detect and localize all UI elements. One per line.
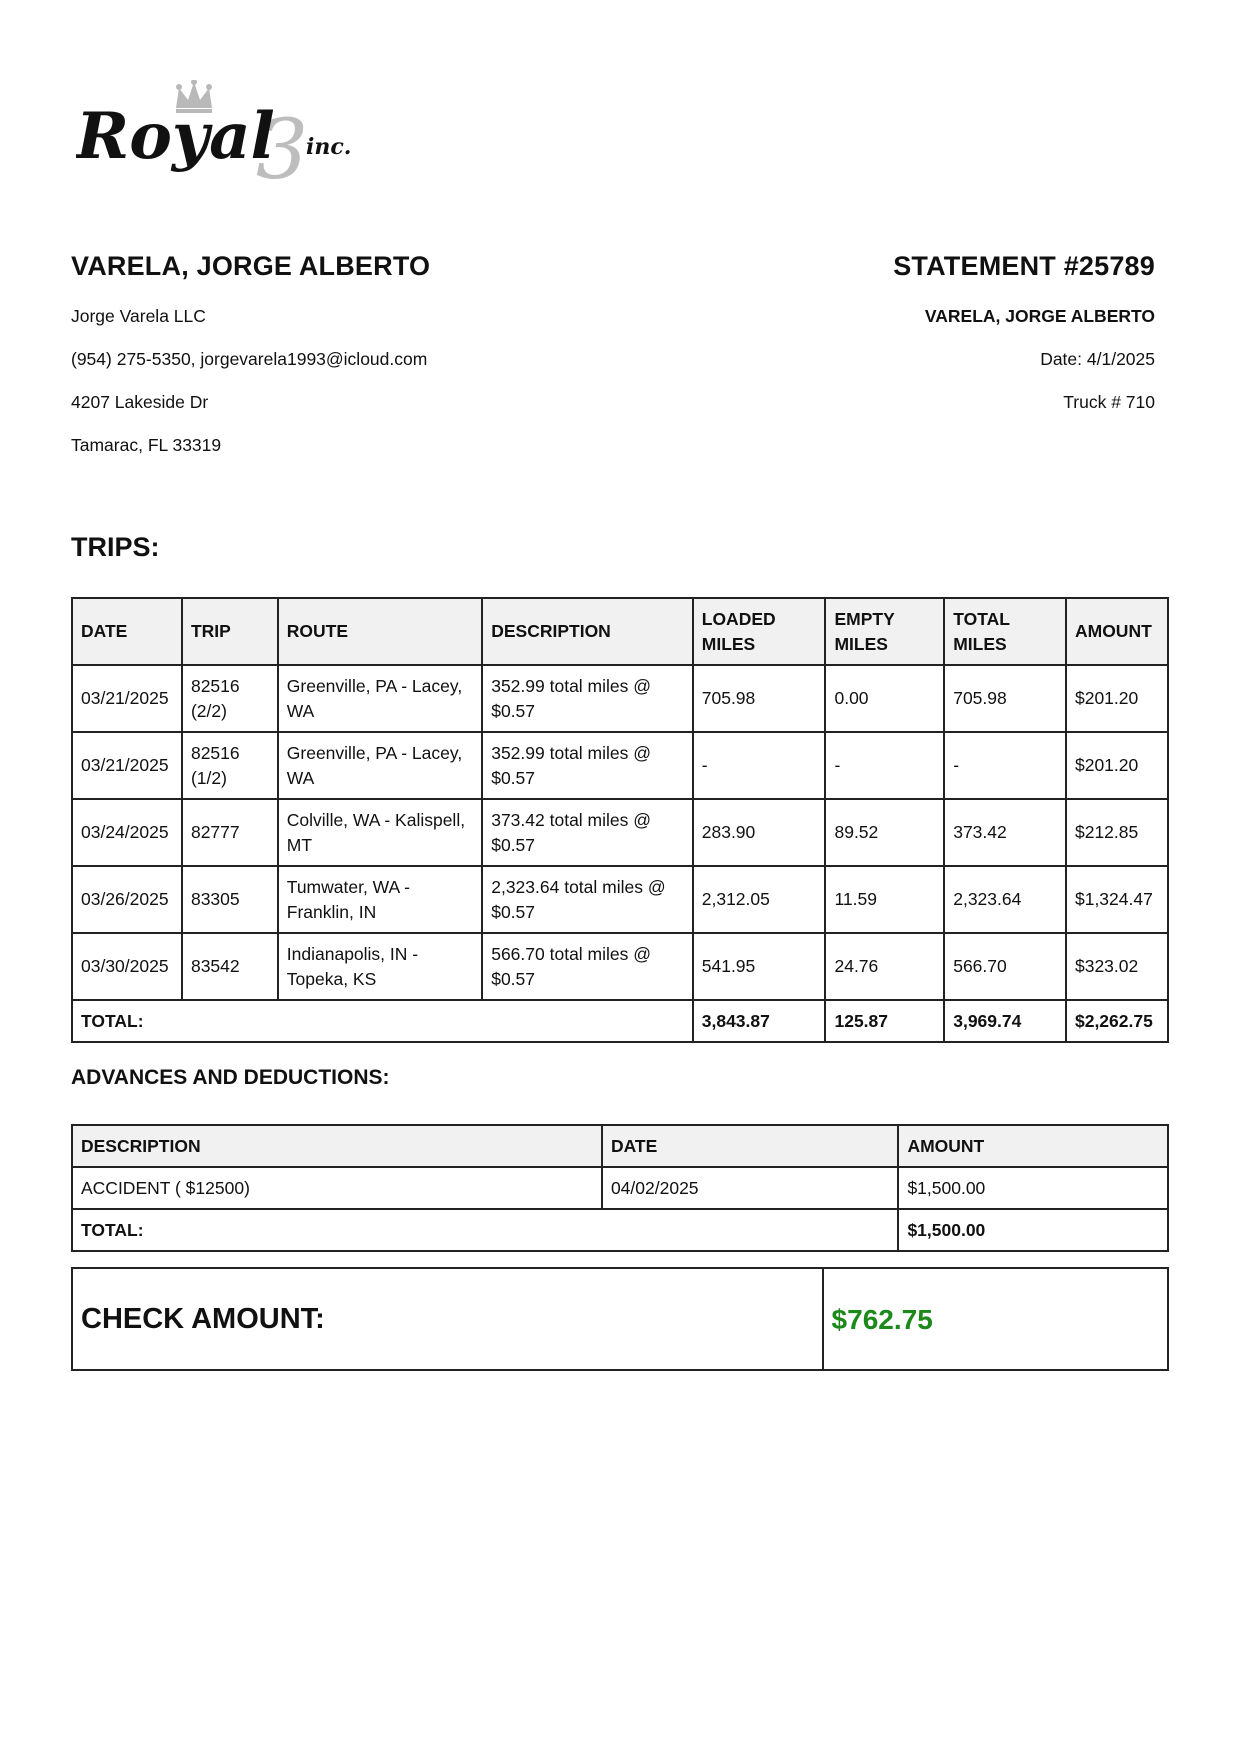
table-row <box>72 732 1168 799</box>
trips-total-amount: $2,262.75 <box>1066 1000 1168 1042</box>
advances-table <box>71 1124 1169 1252</box>
trip-amount: $323.02 <box>1066 933 1168 1000</box>
trips-total-label: TOTAL: <box>72 1000 693 1042</box>
trip-route: Colville, WA - Kalispell, MT <box>278 799 482 866</box>
driver-address-line1: 4207 Lakeside Dr <box>71 392 209 412</box>
trip-amount: $201.20 <box>1066 732 1168 799</box>
trip-number: 82777 <box>182 799 278 866</box>
trips-total-row <box>72 1000 1168 1042</box>
check-amount-row <box>72 1268 1168 1370</box>
trip-loaded-miles: 2,312.05 <box>693 866 826 933</box>
trip-loaded-miles: 283.90 <box>693 799 826 866</box>
truck-number: Truck # 710 <box>1063 392 1155 412</box>
advances-header-row <box>72 1125 1168 1167</box>
trip-description: 566.70 total miles @ $0.57 <box>482 933 693 1000</box>
trip-route: Greenville, PA - Lacey, WA <box>278 665 482 732</box>
advance-amount: $1,500.00 <box>898 1167 1168 1209</box>
check-amount-box <box>71 1267 1169 1371</box>
trip-route: Indianapolis, IN - Topeka, KS <box>278 933 482 1000</box>
trips-header-row <box>72 598 1168 665</box>
driver-name: VARELA, JORGE ALBERTO <box>71 251 431 281</box>
statement-driver-name: VARELA, JORGE ALBERTO <box>924 306 1155 326</box>
trip-route: Tumwater, WA - Franklin, IN <box>278 866 482 933</box>
royal-crown-logo <box>76 80 386 190</box>
svg-text:3: 3 <box>256 103 309 190</box>
trip-empty-miles: - <box>825 732 944 799</box>
advance-description: ACCIDENT ( $12500) <box>72 1167 602 1209</box>
trip-number: 83305 <box>182 866 278 933</box>
company-logo <box>76 80 386 190</box>
statement-date: Date: 4/1/2025 <box>1040 349 1155 369</box>
trip-total-miles: 373.42 <box>944 799 1066 866</box>
trip-date: 03/21/2025 <box>72 665 182 732</box>
driver-company: Jorge Varela LLC <box>71 306 206 326</box>
trip-amount: $1,324.47 <box>1066 866 1168 933</box>
trip-description: 2,323.64 total miles @ $0.57 <box>482 866 693 933</box>
table-row <box>72 866 1168 933</box>
trip-empty-miles: 11.59 <box>825 866 944 933</box>
trip-number: 82516 (2/2) <box>182 665 278 732</box>
col-header-description: DESCRIPTION <box>482 598 693 665</box>
advances-title: ADVANCES AND DEDUCTIONS: <box>71 1066 390 1089</box>
trip-date: 03/21/2025 <box>72 732 182 799</box>
advances-total-row <box>72 1209 1168 1251</box>
trip-description: 352.99 total miles @ $0.57 <box>482 665 693 732</box>
check-amount-value: $762.75 <box>823 1268 1168 1370</box>
col-header-description: DESCRIPTION <box>72 1125 602 1167</box>
trip-empty-miles: 0.00 <box>825 665 944 732</box>
advances-total-amount: $1,500.00 <box>898 1209 1168 1251</box>
col-header-date: DATE <box>72 598 182 665</box>
trip-total-miles: 2,323.64 <box>944 866 1066 933</box>
trip-number: 82516 (1/2) <box>182 732 278 799</box>
trips-title: TRIPS: <box>71 532 160 562</box>
driver-info <box>71 248 631 456</box>
col-header-empty-miles: EMPTY MILES <box>825 598 944 665</box>
table-row <box>72 665 1168 732</box>
col-header-total-miles: TOTAL MILES <box>944 598 1066 665</box>
col-header-trip: TRIP <box>182 598 278 665</box>
trip-empty-miles: 89.52 <box>825 799 944 866</box>
svg-text:inc.: inc. <box>306 134 352 160</box>
trip-description: 352.99 total miles @ $0.57 <box>482 732 693 799</box>
statement-title: STATEMENT #25789 <box>893 251 1155 281</box>
check-amount-label: CHECK AMOUNT: <box>72 1268 823 1370</box>
trips-table <box>71 597 1169 1043</box>
col-header-date: DATE <box>602 1125 898 1167</box>
col-header-loaded-miles: LOADED MILES <box>693 598 826 665</box>
table-row <box>72 933 1168 1000</box>
col-header-amount: AMOUNT <box>1066 598 1168 665</box>
svg-text:Royal: Royal <box>76 99 275 174</box>
trip-loaded-miles: - <box>693 732 826 799</box>
advances-total-label: TOTAL: <box>72 1209 898 1251</box>
trip-description: 373.42 total miles @ $0.57 <box>482 799 693 866</box>
col-header-route: ROUTE <box>278 598 482 665</box>
advance-date: 04/02/2025 <box>602 1167 898 1209</box>
trip-date: 03/30/2025 <box>72 933 182 1000</box>
driver-contact: (954) 275-5350, jorgevarela1993@icloud.com <box>71 349 428 369</box>
trip-amount: $201.20 <box>1066 665 1168 732</box>
trip-date: 03/24/2025 <box>72 799 182 866</box>
trip-total-miles: - <box>944 732 1066 799</box>
statement-info <box>635 248 1155 413</box>
trip-empty-miles: 24.76 <box>825 933 944 1000</box>
table-row <box>72 799 1168 866</box>
col-header-amount: AMOUNT <box>898 1125 1168 1167</box>
trip-route: Greenville, PA - Lacey, WA <box>278 732 482 799</box>
trip-number: 83542 <box>182 933 278 1000</box>
trip-date: 03/26/2025 <box>72 866 182 933</box>
trip-total-miles: 705.98 <box>944 665 1066 732</box>
trip-amount: $212.85 <box>1066 799 1168 866</box>
driver-address-line2: Tamarac, FL 33319 <box>71 435 222 455</box>
trip-total-miles: 566.70 <box>944 933 1066 1000</box>
table-row <box>72 1167 1168 1209</box>
trip-loaded-miles: 541.95 <box>693 933 826 1000</box>
trips-total-miles: 3,969.74 <box>944 1000 1066 1042</box>
trips-total-loaded: 3,843.87 <box>693 1000 826 1042</box>
trips-total-empty: 125.87 <box>825 1000 944 1042</box>
trip-loaded-miles: 705.98 <box>693 665 826 732</box>
